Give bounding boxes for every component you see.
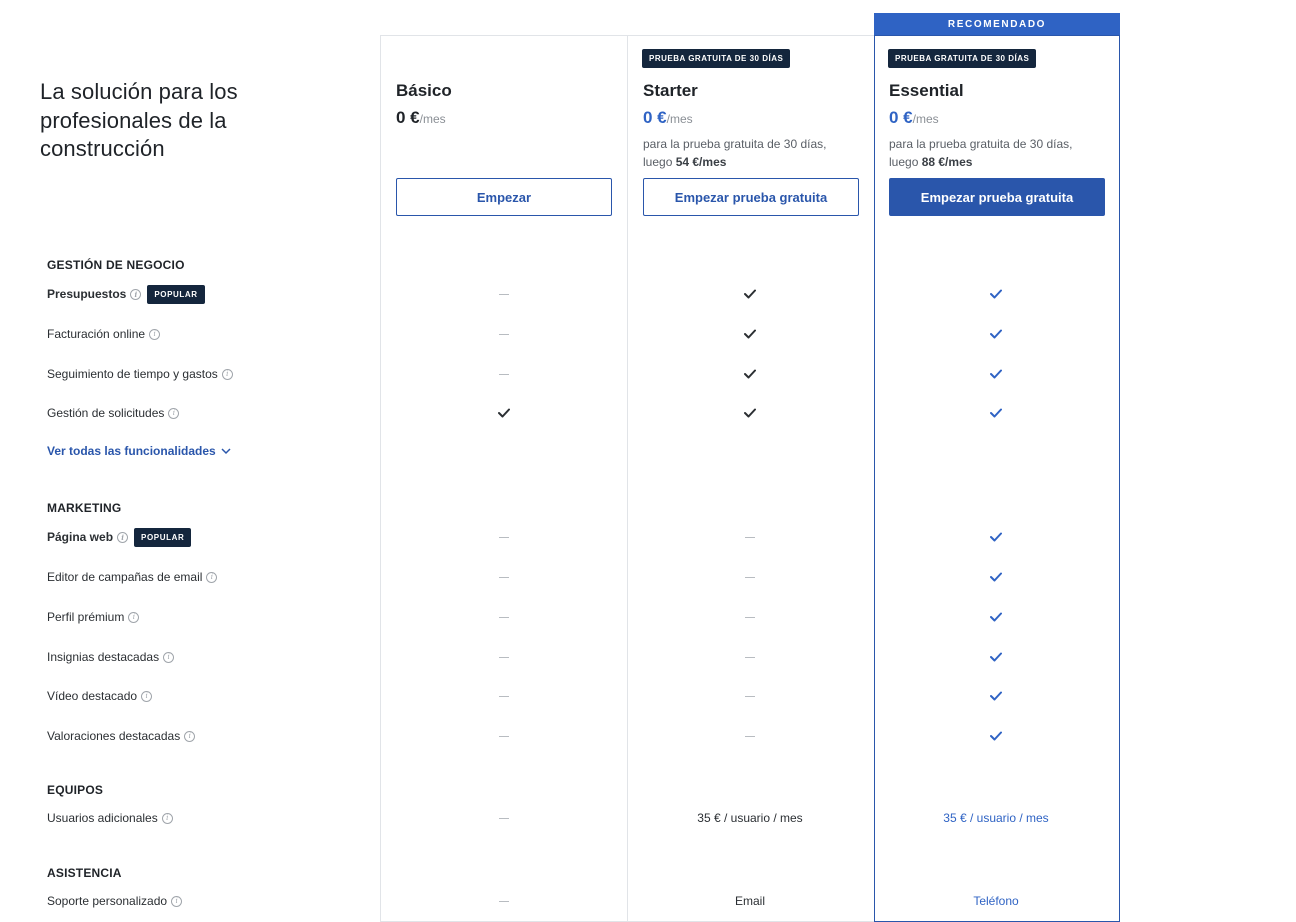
section-title: GESTIÓN DE NEGOCIO (47, 258, 185, 272)
plan-header-essential (874, 35, 1120, 235)
check-icon (956, 282, 1036, 306)
section-title: EQUIPOS (47, 783, 104, 797)
plan-price: 0 €/mes (396, 108, 446, 127)
see-all-features-link[interactable] (47, 444, 231, 458)
info-icon[interactable]: i (163, 652, 174, 663)
check-icon (710, 322, 790, 346)
feature-name: Perfil prémium (47, 610, 125, 624)
feature-label (47, 401, 179, 425)
plan-price: 0 €/mes (889, 108, 939, 127)
check-icon (710, 362, 790, 386)
feature-value: 35 € / usuario / mes (697, 811, 803, 825)
dash-icon (710, 565, 790, 589)
check-icon (956, 605, 1036, 629)
feature-label (47, 806, 173, 830)
feature-name: Valoraciones destacadas (47, 729, 181, 743)
feature-value: Email (734, 894, 765, 908)
check-icon (464, 401, 544, 425)
feature-name: Insignias destacadas (47, 650, 160, 664)
dash-icon (464, 565, 544, 589)
check-icon (956, 724, 1036, 748)
dash-icon (464, 645, 544, 669)
check-icon (956, 525, 1036, 549)
feature-name: Vídeo destacado (47, 689, 138, 703)
info-icon[interactable]: i (128, 612, 139, 623)
page-title: La solución para los profesionales de la construcción (40, 79, 238, 161)
section-title: ASISTENCIA (47, 866, 122, 880)
feature-row (0, 362, 1296, 386)
dash-icon (464, 684, 544, 708)
feature-row (0, 889, 1296, 913)
dash-icon (464, 362, 544, 386)
check-icon (956, 565, 1036, 589)
info-icon[interactable]: i (171, 896, 182, 907)
dash-icon (464, 282, 544, 306)
info-icon[interactable]: i (206, 572, 217, 583)
feature-row (0, 322, 1296, 346)
feature-row (0, 806, 1296, 830)
feature-row (0, 684, 1296, 708)
feature-name: Soporte personalizado (47, 894, 168, 908)
popular-badge: POPULAR (134, 528, 191, 547)
info-icon[interactable]: i (141, 691, 152, 702)
dash-icon (710, 605, 790, 629)
info-icon[interactable]: i (168, 408, 179, 419)
trial-badge: PRUEBA GRATUITA DE 30 DÍAS (642, 49, 790, 68)
check-icon (956, 362, 1036, 386)
start-trial-button-starter[interactable]: Empezar prueba gratuita (643, 178, 859, 216)
feature-name: Seguimiento de tiempo y gastos (47, 367, 218, 381)
feature-name: Editor de campañas de email (47, 570, 203, 584)
feature-label (47, 724, 195, 748)
feature-label (47, 525, 191, 549)
dash-icon (464, 605, 544, 629)
section-title: MARKETING (47, 501, 122, 515)
dash-icon (464, 322, 544, 346)
feature-label (47, 605, 139, 629)
info-icon[interactable]: i (130, 289, 141, 300)
dash-icon (710, 684, 790, 708)
feature-name: Facturación online (47, 327, 146, 341)
feature-label (47, 645, 174, 669)
dash-icon (464, 724, 544, 748)
feature-name: Presupuestos (47, 287, 127, 301)
dash-icon (710, 525, 790, 549)
feature-label (47, 565, 217, 589)
feature-row (0, 605, 1296, 629)
feature-label (47, 684, 152, 708)
feature-value: Teléfono (973, 894, 1019, 908)
check-icon (956, 684, 1036, 708)
feature-row (0, 525, 1296, 549)
popular-badge: POPULAR (147, 285, 204, 304)
feature-label (47, 889, 182, 913)
see-all-label: Ver todas las funcionalidades (47, 444, 216, 458)
info-icon[interactable]: i (162, 813, 173, 824)
plan-name: Essential (889, 81, 964, 100)
info-icon[interactable]: i (184, 731, 195, 742)
dash-icon (710, 724, 790, 748)
dash-icon (464, 889, 544, 913)
start-trial-button-essential[interactable]: Empezar prueba gratuita (889, 178, 1105, 216)
feature-name: Página web (47, 530, 114, 544)
chevron-down-icon (221, 448, 231, 455)
feature-row (0, 401, 1296, 425)
dash-icon (710, 645, 790, 669)
feature-row (0, 565, 1296, 589)
plan-note: para la prueba gratuita de 30 días, luego 88 €/mes (889, 137, 1073, 169)
trial-badge: PRUEBA GRATUITA DE 30 DÍAS (888, 49, 1036, 68)
recommended-banner: RECOMENDADO (874, 13, 1120, 35)
dash-icon (464, 525, 544, 549)
dash-icon (464, 806, 544, 830)
empezar-button[interactable]: Empezar (396, 178, 612, 216)
feature-name: Gestión de solicitudes (47, 406, 165, 420)
feature-row (0, 645, 1296, 669)
feature-label (47, 322, 160, 346)
info-icon[interactable]: i (149, 329, 160, 340)
plan-note: para la prueba gratuita de 30 días, luego 54 €/mes (643, 137, 827, 169)
info-icon[interactable]: i (117, 532, 128, 543)
feature-label (47, 362, 233, 386)
feature-row (0, 724, 1296, 748)
feature-row (0, 282, 1296, 306)
plan-header-starter (628, 35, 874, 235)
feature-name: Usuarios adicionales (47, 811, 158, 825)
check-icon (710, 401, 790, 425)
plan-name: Básico (396, 81, 452, 100)
check-icon (710, 282, 790, 306)
plan-name: Starter (643, 81, 698, 100)
plan-header-basico (381, 35, 627, 235)
feature-value: 35 € / usuario / mes (943, 811, 1049, 825)
plan-price: 0 €/mes (643, 108, 693, 127)
feature-label (47, 282, 205, 306)
check-icon (956, 322, 1036, 346)
info-icon[interactable]: i (222, 369, 233, 380)
check-icon (956, 401, 1036, 425)
check-icon (956, 645, 1036, 669)
